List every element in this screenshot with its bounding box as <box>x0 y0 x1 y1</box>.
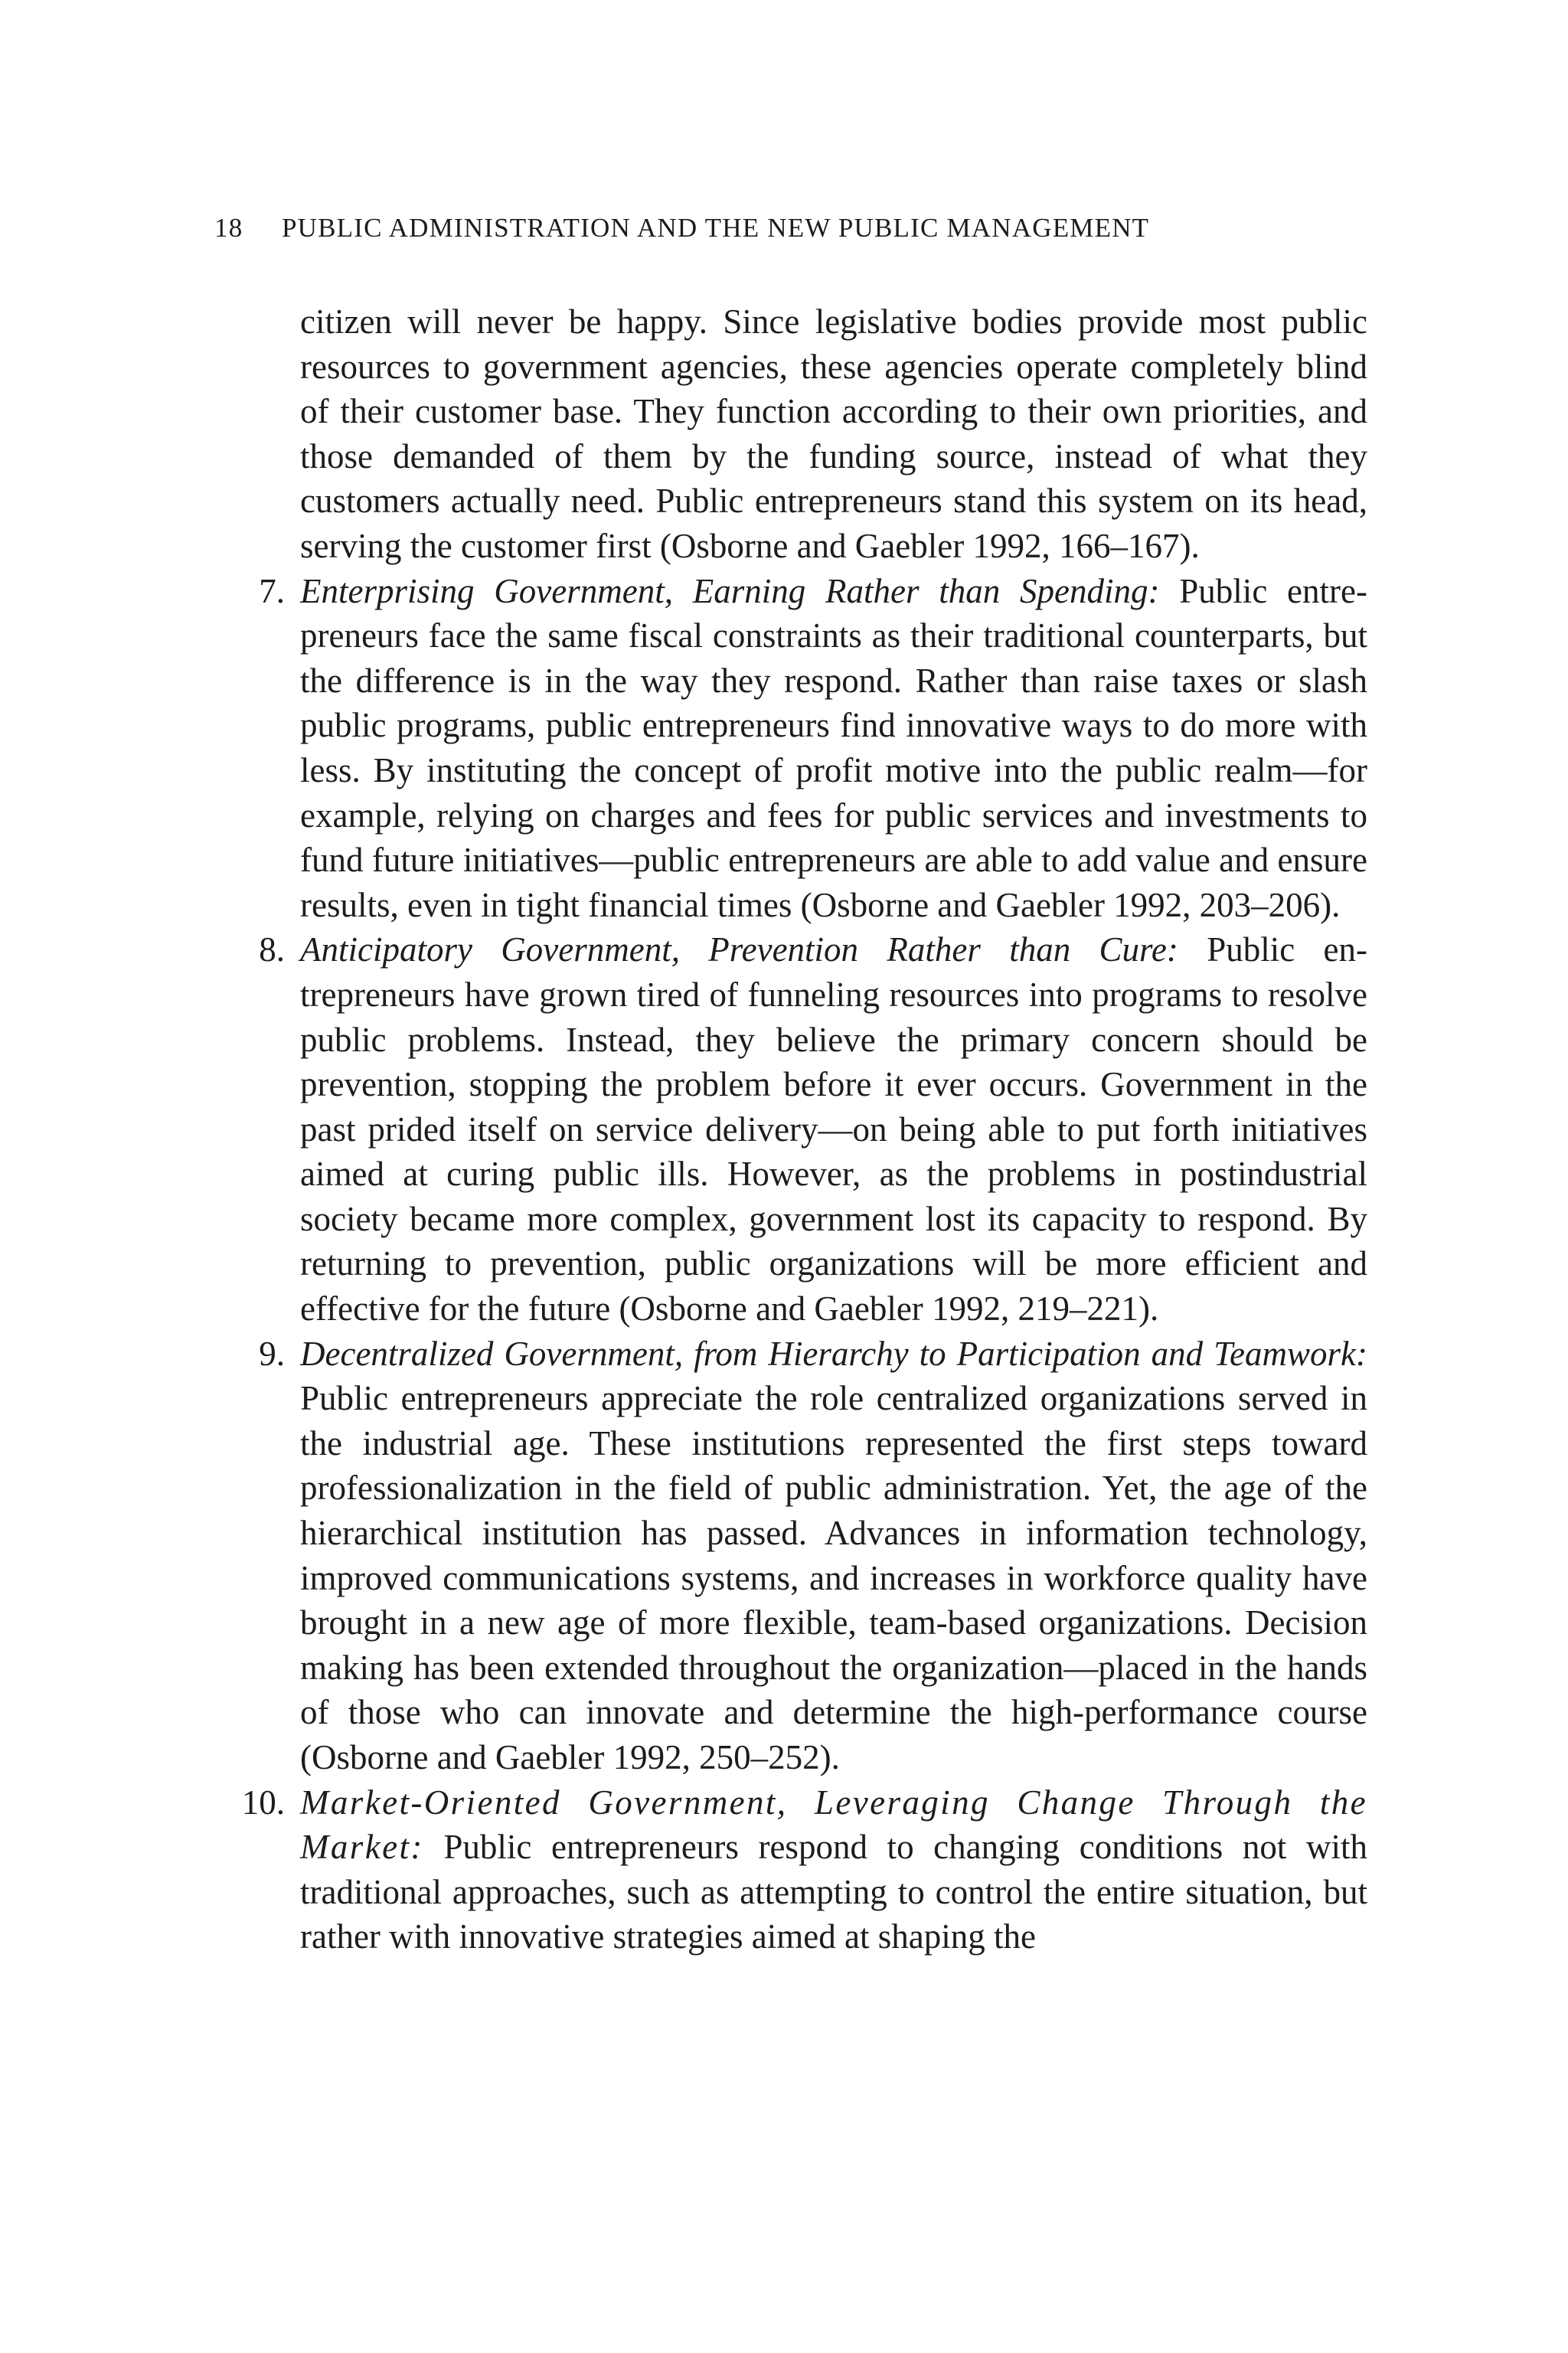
list-number: 9. <box>259 1334 285 1373</box>
list-item-10 <box>241 1780 1367 1959</box>
list-item-lead: Market-Oriented Government, Leveraging Change Through the Market: <box>300 1783 1367 1867</box>
list-item-lead: Anticipatory Government, Prevention Rather than Cure: <box>300 930 1178 969</box>
page-number: 18 <box>214 213 243 243</box>
list-item-9 <box>259 1332 1367 1780</box>
running-head <box>214 213 1363 243</box>
list-item-8 <box>259 927 1368 1331</box>
running-head-title: PUBLIC ADMINISTRATION AND THE NEW PUBLIC MANAGEMENT <box>282 213 1150 243</box>
list-item-text: Public entrepreneurs have grown tired of funneling resources into programs to resolve public problems. Instead, they believe the primary concern should be prevention, stopping the problem before it ever occurs. Government in the past prided itself on service delivery—on being able to put forth initiatives aimed at curing public ills. However, as the problems in postindustrial society became more complex, government lost its capacity to respond. By returning to prevention, public organizations will be more efficient and effective for the future (Osborne and Gaebler 1992, 219–221). <box>300 930 1368 1328</box>
continuation-paragraph: citizen will never be happy. Since legislative bodies provide most public resources to government agencies, these agencies operate completely blind of their customer base. They function according to their own priorities, and those demanded of them by the funding source, instead of what they customers actually need. Public entrepreneurs stand this system on its head, serving the customer first (Osborne and Gaebler 1992, 166–167). <box>300 302 1367 565</box>
main-text <box>241 299 1368 1959</box>
list-item-7 <box>259 569 1367 928</box>
list-item-lead: Enterprising Government, Earning Rather than Spending: <box>300 571 1160 610</box>
list-item-text: Public entrepreneurs respond to changing conditions not with traditional approaches, such as attempting to control the entire situation, but rather with innovative strategies aimed at shaping the <box>300 1828 1367 1956</box>
list-number: 8. <box>259 930 285 969</box>
list-number: 7. <box>259 571 285 610</box>
list-item-text: Public entrepreneurs appreciate the role centralized organizations served in the industrial age. These institutions represented the first steps toward professionalization in the field of public administration. Yet, the age of the hierarchical institution has passed. Advances in information technology, improved communications systems, and increases in workforce quality have brought in a new age of more flexible, team-based organizations. Decision making has been extended throughout the organization—placed in the hands of those who can innovate and determine the high-performance course (Osborne and Gaebler 1992, 250–252). <box>300 1379 1367 1776</box>
list-item-text: Public entrepreneurs face the same fiscal constraints as their traditional counterparts, but the difference is in the way they respond. Rather than raise taxes or slash public programs, public entrepreneurs find innovative ways to do more with less. By instituting the concept of profit motive into the public realm—for example, relying on charges and fees for public services and investments to fund future initiatives—public entrepreneurs are able to add value and ensure results, even in tight financial times (Osborne and Gaebler 1992, 203–206). <box>300 571 1367 924</box>
list-item-lead: Decentralized Government, from Hierarchy to Participation and Teamwork: <box>300 1334 1367 1373</box>
list-number: 10. <box>241 1783 285 1822</box>
